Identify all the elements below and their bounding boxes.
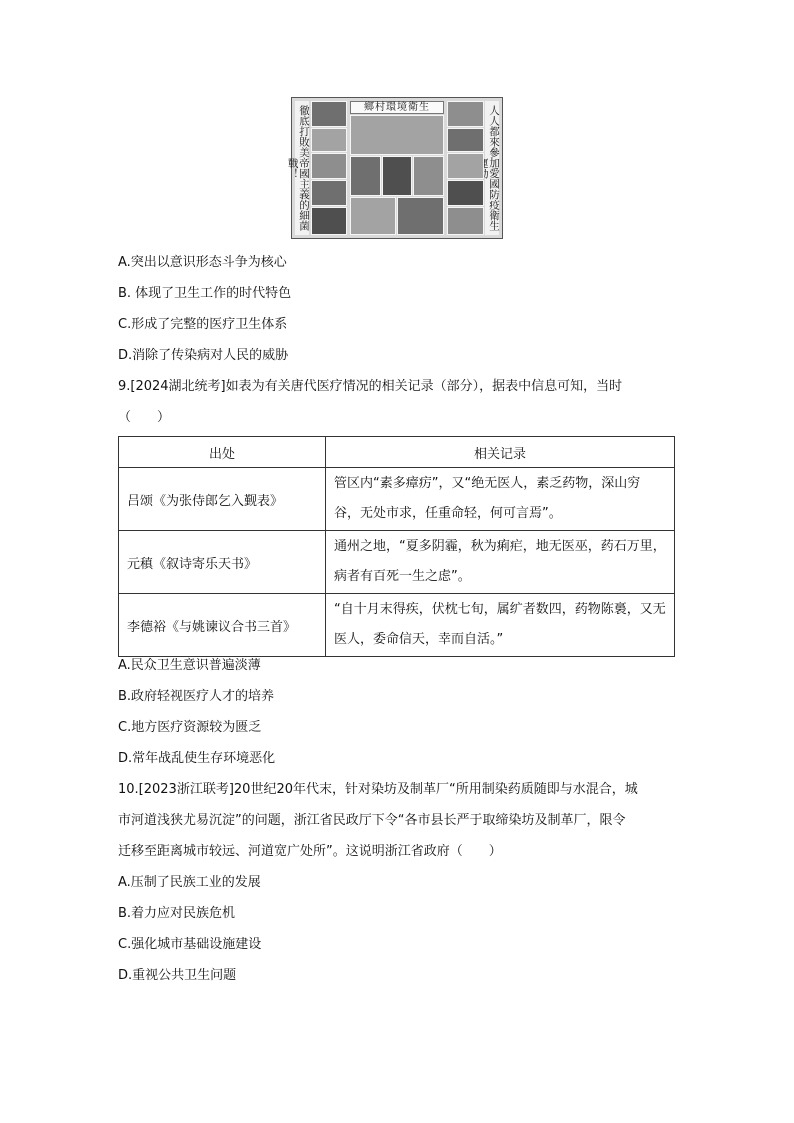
q9-stem: 9.[2024湖北统考]如表为有关唐代医疗情况的相关记录（部分），据表中信息可知，当时	[118, 379, 623, 394]
table-cell-record: 通州之地，“夏多阴霾，秋为痢疟，地无医巫，药石万里，病者有百死一生之虑”。	[326, 531, 675, 594]
table-row	[119, 468, 675, 531]
q10-stem-line1: 10.[2023浙江联考]20世纪20年代末，针对染坊及制革厂“所用制染药质随即与水混合，城	[118, 782, 638, 797]
poster-panel	[311, 153, 347, 179]
q10-option-d: D.重视公共卫生问题	[118, 968, 237, 983]
q10-stem-line2: 市河道浅狭尤易沉淀”的问题，浙江省民政厅下令“各市县长严于取缔染坊及制革厂，限令	[118, 813, 626, 828]
q9-option-d: D.常年战乱使生存环境恶化	[118, 751, 276, 766]
table-cell-record: “自十月末得疾，伏枕七旬，属纩者数四，药物陈裛，又无医人，委命信天，幸而自活。”	[326, 594, 675, 657]
table-header-row	[119, 437, 675, 468]
q9-option-b: B.政府轻视医疗人才的培养	[118, 689, 275, 704]
q10-option-b: B.着力应对民族危机	[118, 906, 236, 921]
table-header-source: 出处	[119, 437, 326, 468]
poster-panel	[447, 101, 484, 127]
poster-panel	[382, 156, 412, 196]
q8-option-b: B. 体现了卫生工作的时代特色	[118, 286, 292, 301]
table-row	[119, 594, 675, 657]
table-cell-source: 吕颂《为张侍郎乞入觐表》	[119, 468, 326, 531]
poster-panel	[397, 197, 444, 235]
q9-option-c: C.地方医疗资源较为匮乏	[118, 720, 262, 735]
poster-panel	[350, 197, 396, 235]
q9-record-table	[118, 436, 675, 657]
poster-title: 鄉村環境衛生	[350, 101, 444, 114]
q8-option-d: D.消除了传染病对人民的威胁	[118, 348, 289, 363]
poster-panel	[447, 207, 484, 235]
table-cell-source: 李德裕《与姚谏议合书三首》	[119, 594, 326, 657]
table-cell-source: 元稹《叙诗寄乐天书》	[119, 531, 326, 594]
q8-option-a: A.突出以意识形态斗争为核心	[118, 255, 287, 270]
poster-panel	[311, 101, 347, 127]
table-cell-record: 管区内“素多瘴疠”，又“绝无医人，素乏药物，深山穷谷，无处市求，任重命轻，何可言焉”。	[326, 468, 675, 531]
q9-option-a: A.民众卫生意识普遍淡薄	[118, 658, 261, 673]
q10-stem-line3: 迁移至距离城市较远、河道宽广处所”。这说明浙江省政府（ ）	[118, 844, 502, 859]
q10-option-a: A.压制了民族工业的发展	[118, 875, 261, 890]
q9-answer-blank: （ ）	[118, 410, 171, 425]
poster-panel	[311, 128, 347, 152]
poster-right-slogan: 人人都來參加愛國防疫衛生	[485, 101, 499, 235]
poster-panel	[350, 156, 381, 196]
q10-option-c: C.强化城市基础设施建设	[118, 937, 262, 952]
poster-panel	[311, 207, 347, 235]
q8-option-c: C.形成了完整的医疗卫生体系	[118, 317, 288, 332]
poster-panel	[311, 180, 347, 206]
table-row	[119, 531, 675, 594]
health-poster-image	[286, 97, 503, 239]
poster-panel	[350, 115, 444, 155]
poster-panel	[447, 128, 484, 152]
poster-panel	[447, 180, 484, 206]
poster-panel	[447, 153, 484, 179]
poster-left-slogan: 徹底打敗美帝國主義的細菌戰！	[295, 101, 309, 235]
table-header-record: 相关记录	[326, 437, 675, 468]
poster-panel	[413, 156, 444, 196]
